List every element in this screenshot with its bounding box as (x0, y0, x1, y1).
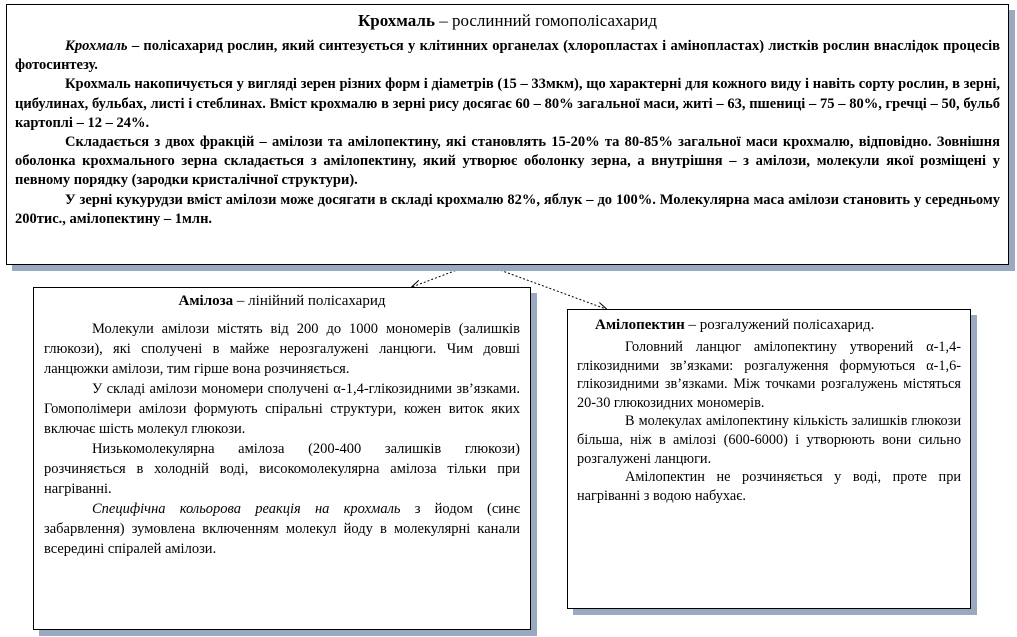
amylose-reaction-text: з йодом (синє забарвлення) зумовлена включенням молекул йоду в молекулярні канали всередині спіралей амілози. (44, 501, 521, 557)
amylopectin-paragraph-2: В молекулах амілопектину кількість залишків глюкози більша, ніж в амілозі (600-6000) і утворюють вони сильно розгалужені ланцюги. (577, 413, 961, 467)
amylopectin-box (567, 309, 971, 609)
starch-title-bold: Крохмаль (357, 11, 435, 30)
amylopectin-paragraph-1: Головний ланцюг амілопектину утворений α-1,4-глікозидними зв’язками: розгалуження формуються α-1,6-глікозидними зв’язками. Між точками розгалужень містяться 20-30 глюкозидних мономерів. (577, 339, 961, 411)
amylose-paragraph-4 (44, 499, 520, 559)
amylose-paragraph-1: Молекули амілози містять від 200 до 1000 мономерів (залишків глюкози), які сполучені в майже нерозгалужені ланцюги. Чим довші ланцюжки амілози, тим гірше вона розчиняється. (44, 321, 520, 377)
amylopectin-title (577, 317, 961, 334)
amylopectin-paragraph-3: Амілопектин не розчиняється у воді, проте при нагріванні з водою набухає. (577, 469, 961, 504)
starch-definition: – полісахарид рослин, який синтезується у клітинних органелах (хлоропластах і амінопластах) листків рослин внаслідок процесів фотосинтезу. (15, 38, 1000, 74)
amylose-title-bold: Амілоза (178, 293, 234, 309)
starch-term: Крохмаль (65, 38, 128, 54)
starch-paragraph-4: У зерні кукурудзи вміст амілози може досягати в складі крохмалю 82%, яблук – до 100%. Молекулярна маса амілози становить у середньому 200тис., амілопектину – 1млн. (15, 191, 1000, 227)
starch-paragraph-3: Складається з двох фракцій – амілози та амілопектину, які становлять 15-20% та 80-85% загальної маси крохмалю, відповідно. Зовнішня оболонка крохмального зерна складається з амілопектину, який утворює оболонку зерна, а внутрішня – з амілози, молекули якої розміщені у певному порядку (зародки кристалічної структури). (15, 134, 1000, 189)
starch-title (15, 11, 1000, 31)
amylose-paragraph-3: Низькомолекулярна амілоза (200-400 залишків глюкози) розчиняється в холодній воді, високомолекулярна амілоза тільки при нагріванні. (44, 441, 520, 497)
starch-box (6, 4, 1009, 265)
amylose-title (44, 293, 520, 310)
amylose-paragraph-2: У складі амілози мономери сполучені α-1,4-глікозидними зв’язками. Гомополімери амілози формують спіральні структури, кожен виток яких включає шість молекул глюкози. (44, 381, 520, 437)
amylopectin-title-bold: Амілопектин (595, 317, 685, 333)
amylose-title-rest: – лінійний полісахарид (233, 293, 386, 309)
starch-paragraph-1 (15, 37, 1000, 75)
amylose-reaction-term: Специфічна кольорова реакція на крохмаль (92, 501, 401, 517)
amylopectin-title-rest: – розгалужений полісахарид. (684, 317, 875, 333)
amylose-box (33, 287, 531, 630)
starch-title-rest: – рослинний гомополісахарид (434, 11, 658, 30)
arrow-to-amylose (412, 262, 478, 287)
starch-paragraph-2: Крохмаль накопичується у вигляді зерен різних форм і діаметрів (15 – 33мкм), що характерні для кожного виду і навіть сорту рослин, в зерні, цибулинах, бульбах, листі і стеблинах. Вміст крохмалю в зерні рису досягає 60 – 80% загальної маси, житі – 63, пшениці – 75 – 80%, гречці – 50, бульб картоплі – 12 – 24%. (15, 76, 1000, 131)
